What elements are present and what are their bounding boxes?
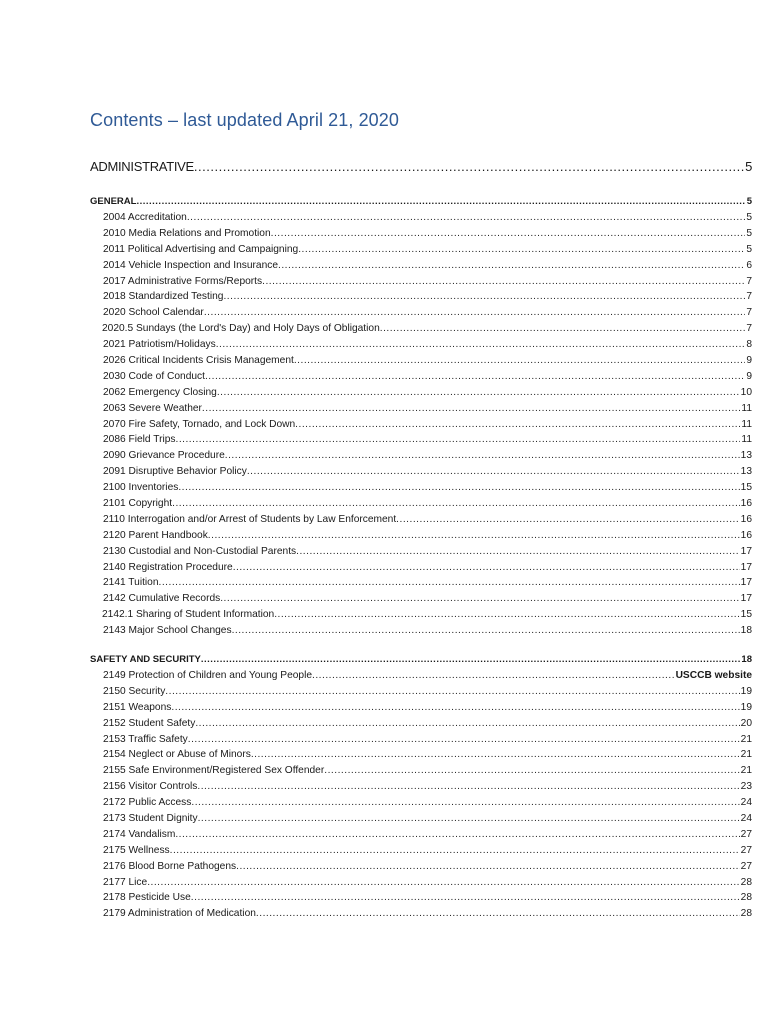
- toc-entry-general[interactable]: [90, 194, 752, 210]
- toc-entry-page: 5: [746, 243, 752, 255]
- leader-dots: [136, 194, 745, 210]
- toc-entry[interactable]: [90, 875, 752, 891]
- toc-entry-page: 8: [746, 339, 752, 351]
- toc-entry-page: 7: [746, 307, 752, 319]
- leader-dots: [236, 859, 740, 875]
- toc-entry[interactable]: [90, 242, 752, 258]
- toc-entry[interactable]: [90, 684, 752, 700]
- toc-entry-label: SAFETY AND SECURITY: [90, 654, 201, 665]
- leader-dots: [233, 560, 740, 576]
- toc-entry-label: 2120 Parent Handbook: [103, 529, 208, 541]
- leader-dots: [216, 337, 746, 353]
- toc-entry-page: 17: [740, 561, 752, 573]
- toc-entry[interactable]: [90, 700, 752, 716]
- toc-entry[interactable]: [90, 843, 752, 859]
- toc-entry-label: 2063 Severe Weather: [103, 402, 202, 414]
- toc-entry-page: 18: [740, 625, 752, 637]
- toc-entry-page: 27: [740, 828, 752, 840]
- toc-entry[interactable]: [90, 321, 752, 337]
- leader-dots: [324, 763, 739, 779]
- toc-entry[interactable]: [90, 859, 752, 875]
- toc-safety-list: [90, 668, 752, 922]
- toc-entry-page: 24: [740, 813, 752, 825]
- toc-entry-page: 21: [740, 733, 752, 745]
- leader-dots: [201, 652, 741, 668]
- toc-entry-label: 2021 Patriotism/Holidays: [103, 339, 216, 351]
- toc-entry[interactable]: [90, 385, 752, 401]
- leader-dots: [147, 875, 739, 891]
- leader-dots: [159, 575, 740, 591]
- leader-dots: [278, 258, 745, 274]
- toc-entry-label: 2150 Security: [103, 685, 166, 697]
- toc-entry-page: 15: [740, 482, 752, 494]
- toc-entry[interactable]: [90, 544, 752, 560]
- toc-entry[interactable]: [90, 210, 752, 226]
- toc-entry[interactable]: [90, 890, 752, 906]
- toc-entry-label: 2018 Standardized Testing: [103, 291, 224, 303]
- toc-entry-page: 6: [746, 259, 752, 271]
- toc-entry[interactable]: [90, 779, 752, 795]
- toc-entry-page: 5: [745, 159, 752, 174]
- leader-dots: [175, 432, 740, 448]
- toc-entry-page: 15: [740, 609, 752, 621]
- toc-entry-page: 5: [746, 196, 752, 207]
- toc-entry-label: 2173 Student Dignity: [103, 813, 198, 825]
- toc-entry-page: 5: [746, 212, 752, 223]
- toc-entry-safety-and-security[interactable]: [90, 652, 752, 668]
- toc-administrative: [90, 158, 752, 176]
- toc-entry-page: 19: [740, 685, 752, 697]
- leader-dots: [197, 779, 739, 795]
- leader-dots: [271, 226, 746, 242]
- leader-dots: [195, 716, 739, 732]
- toc-entry-page: 28: [740, 876, 752, 888]
- toc-entry-label: 2151 Weapons: [103, 701, 172, 713]
- leader-dots: [205, 369, 745, 385]
- toc-entry[interactable]: [90, 607, 752, 623]
- leader-dots: [262, 274, 745, 290]
- leader-dots: [296, 544, 740, 560]
- leader-dots: [188, 732, 740, 748]
- leader-dots: [274, 607, 739, 623]
- leader-dots: [191, 890, 740, 906]
- toc-entry-page: 16: [740, 513, 752, 525]
- toc-entry-label: 2142.1 Sharing of Student Information: [102, 609, 275, 621]
- toc-entry-label: 2110 Interrogation and/or Arrest of Students by Law Enforcement: [103, 513, 397, 525]
- leader-dots: [187, 210, 746, 226]
- toc-entry-label: 2156 Visitor Controls: [103, 781, 198, 793]
- toc-entry-label: 2101 Copyright: [103, 498, 173, 510]
- toc-entry[interactable]: [90, 274, 752, 290]
- toc-entry-page: 21: [740, 765, 752, 777]
- toc-entry-label: 2177 Lice: [103, 876, 148, 888]
- leader-dots: [312, 668, 675, 684]
- leader-dots: [251, 747, 740, 763]
- toc-entry-page: 16: [740, 498, 752, 510]
- toc-entry-page: 13: [740, 466, 752, 478]
- toc-entry-label: 2130 Custodial and Non-Custodial Parents: [103, 545, 297, 557]
- toc-entry[interactable]: [90, 464, 752, 480]
- toc-entry[interactable]: [90, 480, 752, 496]
- leader-dots: [175, 827, 739, 843]
- toc-entry-label: 2011 Political Advertising and Campaigning: [103, 243, 299, 255]
- toc-entry-label: 2017 Administrative Forms/Reports: [103, 275, 263, 287]
- toc-entry-label: 2174 Vandalism: [103, 828, 176, 840]
- toc-entry-page: 28: [740, 908, 752, 920]
- toc-entry-page: 21: [740, 749, 752, 761]
- toc-entry[interactable]: [90, 401, 752, 417]
- leader-dots: [232, 623, 740, 639]
- toc-entry-page: 7: [746, 275, 752, 287]
- toc-entry[interactable]: [90, 448, 752, 464]
- toc-entry-page: 9: [746, 370, 752, 382]
- toc-entry[interactable]: [90, 623, 752, 639]
- toc-entry[interactable]: [90, 827, 752, 843]
- toc-entry-label: 2140 Registration Procedure: [103, 561, 233, 573]
- toc-entry-label: 2100 Inventories: [103, 482, 179, 494]
- toc-entry-page: 11: [741, 418, 752, 430]
- leader-dots: [178, 480, 739, 496]
- toc-entry[interactable]: [90, 811, 752, 827]
- leader-dots: [256, 906, 740, 922]
- leader-dots: [298, 242, 745, 258]
- leader-dots: [204, 305, 746, 321]
- leader-dots: [396, 512, 739, 528]
- toc-entry-label: 2172 Public Access: [103, 797, 192, 809]
- leader-dots: [171, 700, 739, 716]
- toc-entry[interactable]: [90, 668, 752, 684]
- toc-entry-label: 2030 Code of Conduct: [103, 370, 205, 382]
- toc-entry[interactable]: [90, 337, 752, 353]
- leader-dots: [294, 353, 746, 369]
- leader-dots: [223, 289, 745, 305]
- leader-dots: [247, 464, 740, 480]
- toc-entry-label: 2153 Traffic Safety: [103, 733, 188, 745]
- toc-entry[interactable]: [90, 305, 752, 321]
- toc-entry-label: 2149 Protection of Children and Young People: [103, 670, 313, 681]
- toc-entry-label: 2062 Emergency Closing: [103, 386, 217, 398]
- toc-entry-page: 27: [740, 844, 752, 856]
- toc-entry[interactable]: [90, 512, 752, 528]
- toc-entry[interactable]: [90, 560, 752, 576]
- leader-dots: [217, 385, 740, 401]
- toc-entry[interactable]: [90, 906, 752, 922]
- toc-entry-page: 11: [741, 402, 752, 414]
- toc-entry[interactable]: [90, 763, 752, 779]
- leader-dots: [225, 448, 740, 464]
- toc-entry[interactable]: [90, 353, 752, 369]
- toc-entry[interactable]: [90, 575, 752, 591]
- page-title: Contents – last updated April 21, 2020: [90, 110, 400, 130]
- toc-entry-label: 2175 Wellness: [103, 844, 170, 856]
- leader-dots: [380, 321, 746, 337]
- toc-entry[interactable]: [90, 432, 752, 448]
- toc-entry[interactable]: [90, 369, 752, 385]
- toc-entry-page: 28: [740, 892, 752, 904]
- leader-dots: [220, 591, 739, 607]
- toc-entry-label: 2014 Vehicle Inspection and Insurance: [103, 259, 279, 271]
- toc-entry-page: 5: [746, 227, 752, 239]
- toc-entry-label: 2020 School Calendar: [103, 307, 204, 319]
- toc-entry-administrative[interactable]: [90, 158, 752, 176]
- toc-entry-page: 11: [741, 434, 752, 446]
- toc-entry-label: 2090 Grievance Procedure: [103, 450, 225, 462]
- toc-entry-page: USCCB website: [675, 670, 752, 681]
- leader-dots: [170, 843, 740, 859]
- toc-entry-page: 17: [740, 545, 752, 557]
- toc-entry-page: 16: [740, 529, 752, 541]
- toc-entry-label: 2026 Critical Incidents Crisis Management: [103, 355, 294, 367]
- toc-entry-page: 18: [741, 654, 752, 665]
- toc-general-list: [90, 210, 752, 639]
- toc-entry-label: 2020.5 Sundays (the Lord's Day) and Holy Days of Obligation: [102, 323, 380, 335]
- toc-entry-page: 27: [740, 860, 752, 872]
- toc-entry-label: 2091 Disruptive Behavior Policy: [103, 466, 247, 478]
- toc-entry-page: 20: [740, 717, 752, 729]
- toc-entry-label: 2155 Safe Environment/Registered Sex Offender: [103, 765, 325, 777]
- toc-entry-label: 2179 Administration of Medication: [103, 908, 256, 920]
- toc-entry-label: GENERAL: [90, 196, 137, 207]
- toc-entry-page: 13: [740, 450, 752, 462]
- toc-entry-page: 19: [740, 701, 752, 713]
- toc-entry-page: 9: [746, 355, 752, 367]
- toc-entry[interactable]: [90, 417, 752, 433]
- toc-entry-label: 2010 Media Relations and Promotion: [103, 227, 271, 239]
- toc-entry-page: 7: [746, 323, 752, 335]
- leader-dots: [208, 528, 740, 544]
- leader-dots: [194, 158, 744, 176]
- leader-dots: [191, 795, 739, 811]
- leader-dots: [295, 417, 740, 433]
- toc-entry-label: 2086 Field Trips: [103, 434, 176, 446]
- toc-entry[interactable]: [90, 732, 752, 748]
- toc-safety-section: [90, 652, 752, 922]
- toc-entry-page: 23: [740, 781, 752, 793]
- toc-entry-page: 10: [740, 386, 752, 398]
- toc-entry-label: ADMINISTRATIVE: [90, 159, 194, 174]
- toc-entry-page: 7: [746, 291, 752, 303]
- leader-dots: [198, 811, 740, 827]
- toc-entry-label: 2152 Student Safety: [103, 717, 196, 729]
- toc-entry-label: 2143 Major School Changes: [103, 625, 232, 637]
- toc-entry[interactable]: [90, 591, 752, 607]
- toc-entry-label: 2004 Accreditation: [103, 212, 187, 223]
- toc-entry-page: 17: [740, 593, 752, 605]
- toc-entry[interactable]: [90, 795, 752, 811]
- toc-entry-page: 17: [740, 577, 752, 589]
- toc-entry-label: 2178 Pesticide Use: [103, 892, 191, 904]
- leader-dots: [202, 401, 741, 417]
- toc-entry[interactable]: [90, 289, 752, 305]
- toc-general-section: [90, 194, 752, 639]
- toc-entry[interactable]: [90, 258, 752, 274]
- toc-entry[interactable]: [90, 496, 752, 512]
- toc-entry-label: 2176 Blood Borne Pathogens: [103, 860, 237, 872]
- leader-dots: [165, 684, 739, 700]
- toc-entry-label: 2142 Cumulative Records: [103, 593, 221, 605]
- toc-entry[interactable]: [90, 528, 752, 544]
- toc-entry-page: 24: [740, 797, 752, 809]
- toc-entry-label: 2070 Fire Safety, Tornado, and Lock Down: [103, 418, 296, 430]
- leader-dots: [172, 496, 740, 512]
- toc-entry[interactable]: [90, 716, 752, 732]
- toc-entry[interactable]: [90, 747, 752, 763]
- toc-entry-label: 2154 Neglect or Abuse of Minors: [103, 749, 251, 761]
- toc-entry-label: 2141 Tuition: [103, 577, 159, 589]
- toc-entry[interactable]: [90, 226, 752, 242]
